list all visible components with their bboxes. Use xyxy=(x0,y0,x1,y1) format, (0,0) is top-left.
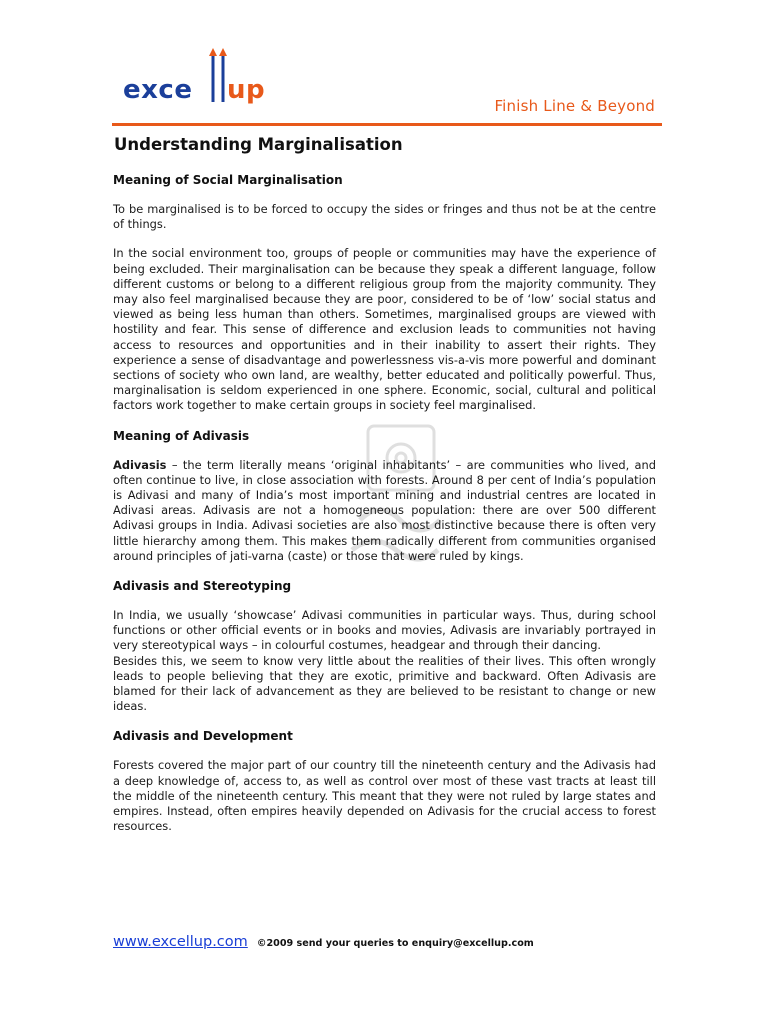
document-content xyxy=(113,134,656,849)
paragraph: In India, we usually ‘showcase’ Adivasi communities in particular ways. Thus, during school functions or other official events or in books and movies, Adivasis are invariably portrayed in very stereotypical ways – in colourful costumes, headgear and through their dancing. xyxy=(113,608,656,653)
page-title: Understanding Marginalisation xyxy=(114,135,403,154)
logo-text-right: up xyxy=(227,75,266,105)
paragraph-text: – the term literally means ‘original inhabitants’ – are communities who lived, and often continue to live, in close association with forests. Around 8 per cent of India’s population is Adivasi and many of India’s most important mining and industrial centres are located in Adivasi areas. Adivasis are not a homogeneous population: there are over 500 different Adivasi groups in India. Adivasi societies are also most distinctive because there is often very little hierarchy among them. This makes them radically different from communities organised around principles of jati-varna (caste) or those that were ruled by kings. xyxy=(113,457,656,563)
paragraph: In the social environment too, groups of people or communities may have the experience of being excluded. Their marginalisation can be because they speak a different language, follow different customs or belong to a different religious group from the majority community. They may also feel marginalised because they are poor, considered to be of ‘low’ social status and viewed as being less human than others. Sometimes, marginalised groups are viewed with hostility and fear. This sense of difference and exclusion leads to communities not having access to resources and opportunities and in their inability to assert their rights. They experience a sense of disadvantage and powerlessness vis-a-vis more powerful and dominant sections of society who own land, are wealthy, better educated and politically powerful. Thus, marginalisation is seldom experienced in one sphere. Economic, social, cultural and political factors work together to make certain groups in society feel marginalised. xyxy=(113,246,656,413)
footer-note: ©2009 send your queries to enquiry@excellup.com xyxy=(256,938,534,949)
footer xyxy=(113,931,534,950)
paragraph: To be marginalised is to be forced to occupy the sides or fringes and thus not be at the centre of things. xyxy=(113,202,656,232)
website-link[interactable]: www.excellup.com xyxy=(113,934,248,950)
tagline: Finish Line & Beyond xyxy=(494,97,655,115)
paragraph: Besides this, we seem to know very little about the realities of their lives. This often wrongly leads to people believing that they are exotic, primitive and backward. Often Adivasis are blamed for their lack of advancement as they are believed to be resistant to change or new ideas. xyxy=(113,653,656,714)
section-heading-adivasis: Meaning of Adivasis xyxy=(113,428,250,443)
section-heading-social-marginalisation: Meaning of Social Marginalisation xyxy=(113,173,343,187)
paragraph xyxy=(113,458,656,564)
section-heading-development: Adivasis and Development xyxy=(113,729,293,744)
term-adivasis: Adivasis xyxy=(113,457,167,472)
paragraph: Forests covered the major part of our country till the nineteenth century and the Adivasis had a deep knowledge of, access to, as well as control over most of these vast tracts at least till the middle of the nineteenth century. This meant that they were not ruled by large states and empires. Instead, often empires heavily depended on Adivasis for the crucial access to forest resources. xyxy=(113,758,656,834)
logo-text-left: exce xyxy=(123,75,193,105)
header-divider xyxy=(112,123,662,126)
section-heading-stereotyping: Adivasis and Stereotyping xyxy=(113,579,292,594)
up-arrows-icon xyxy=(209,48,229,104)
